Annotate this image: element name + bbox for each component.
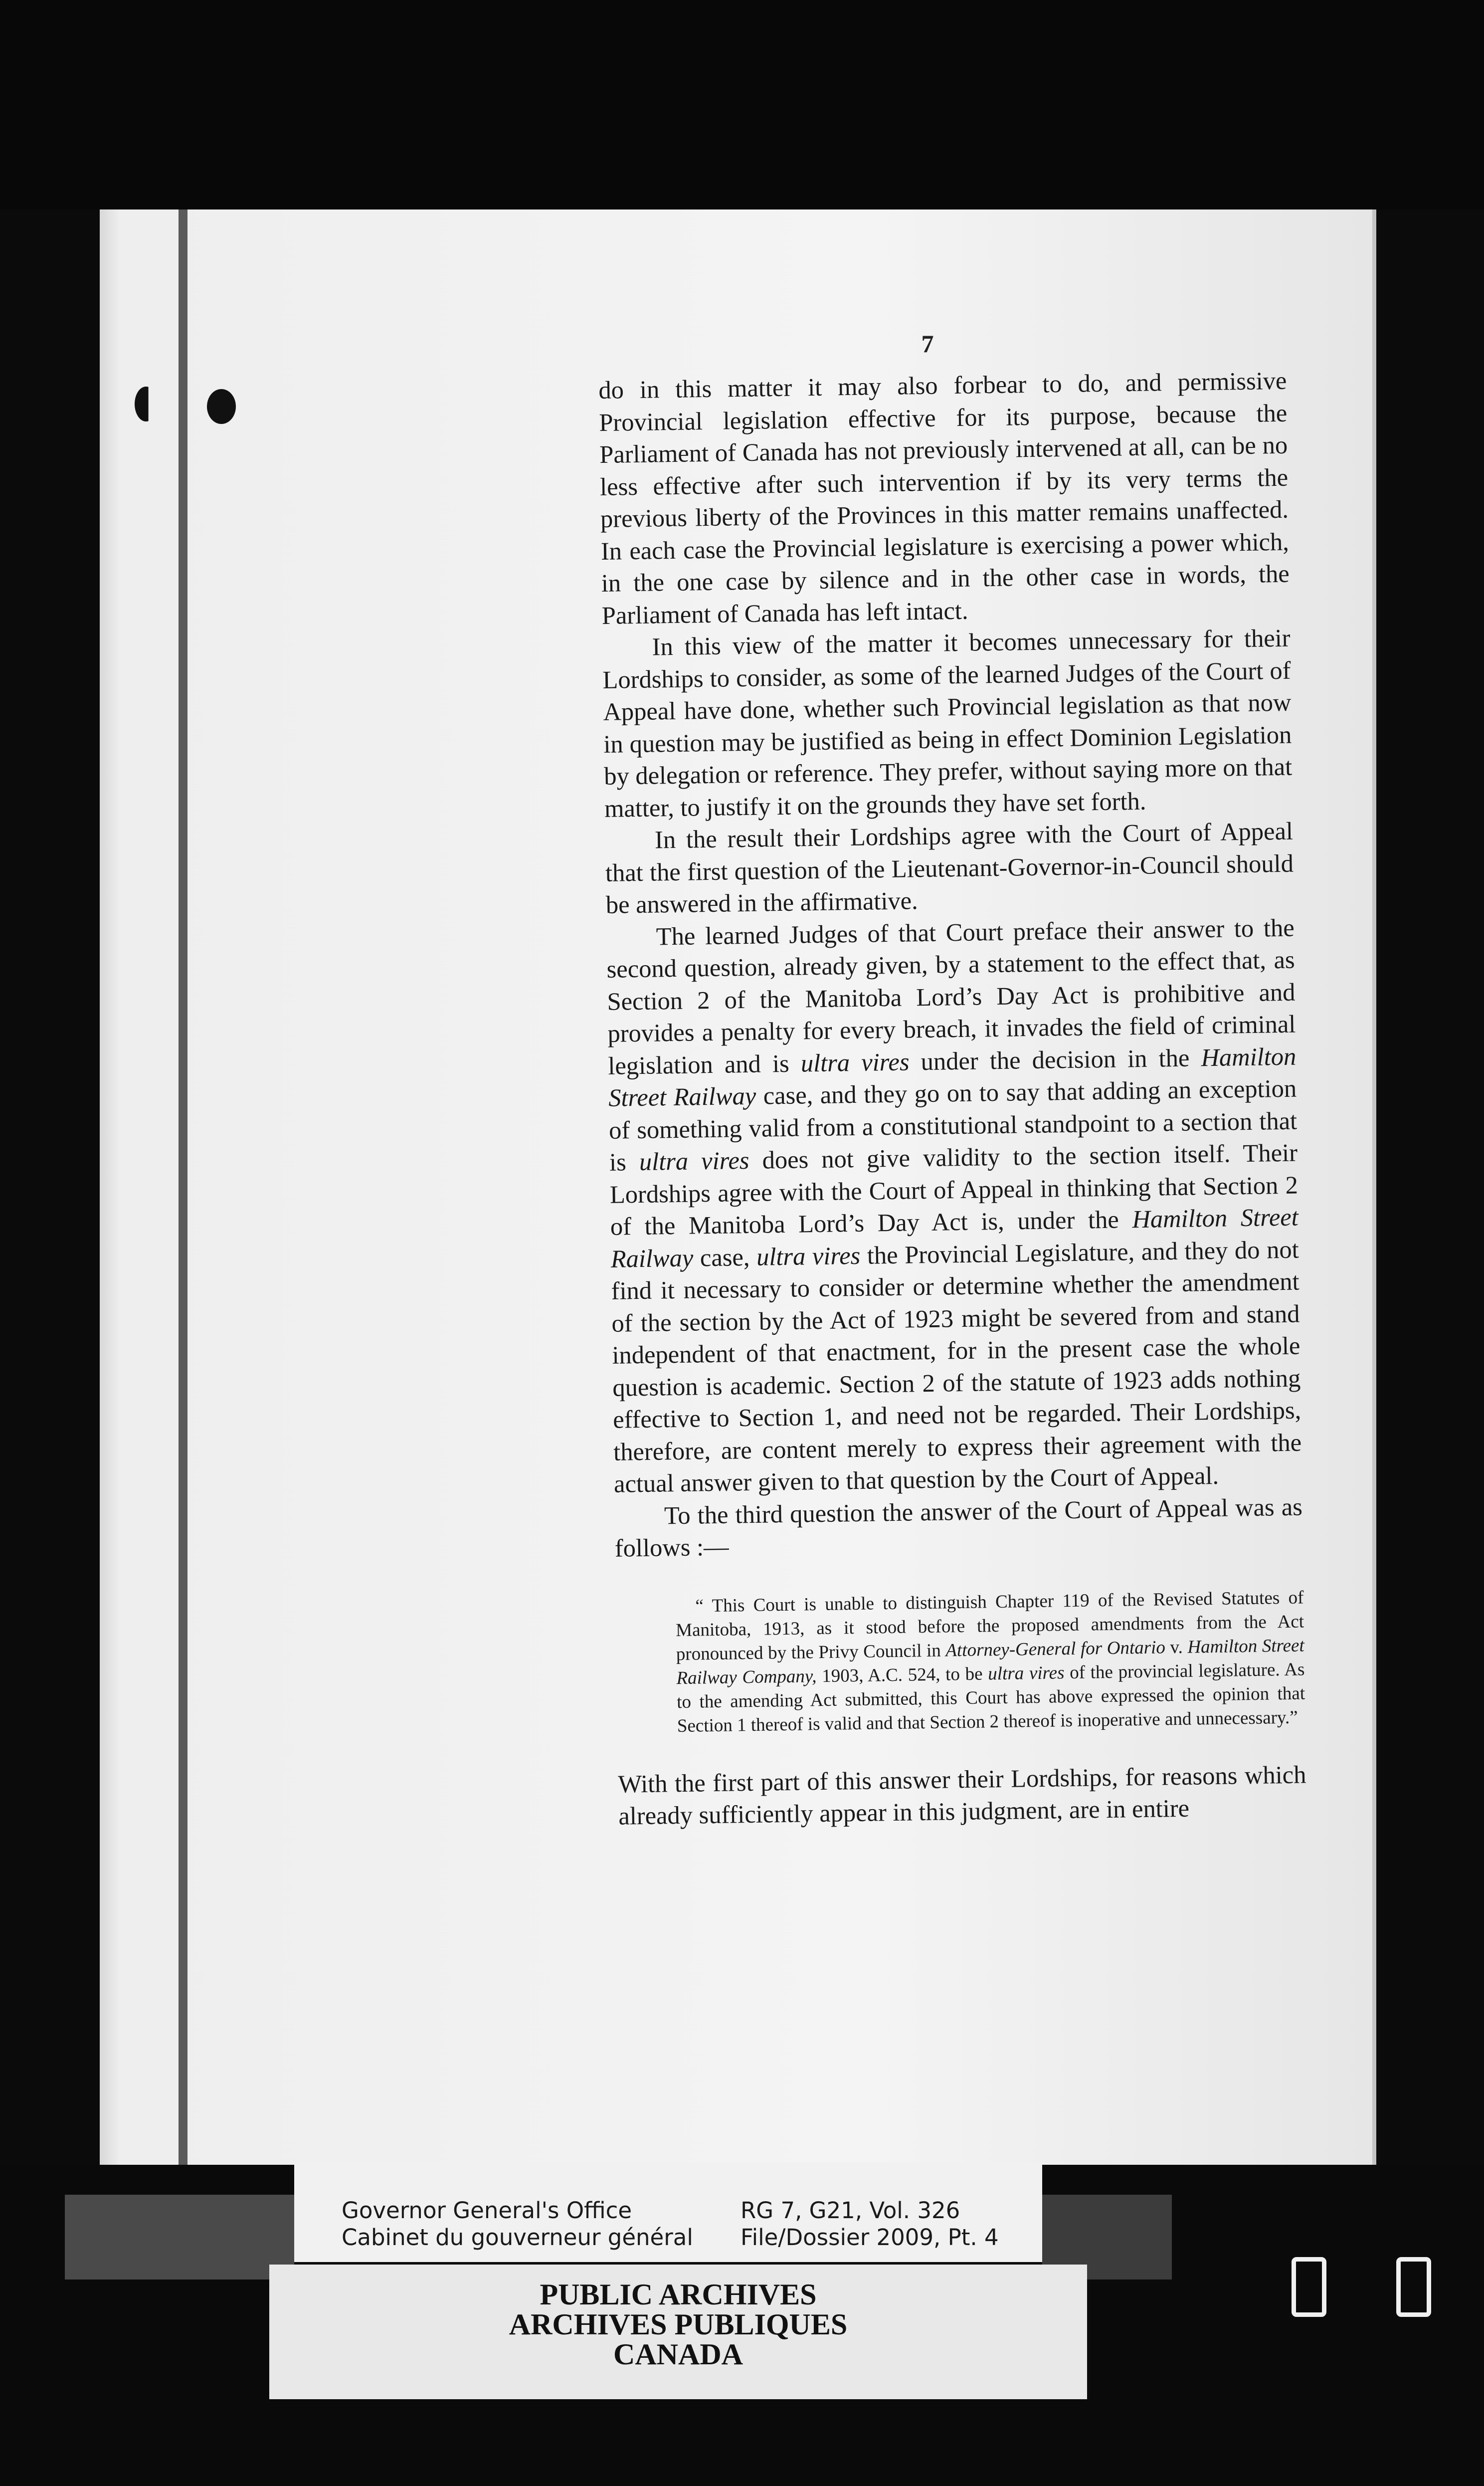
italic-text: Hamilton Street Railway <box>610 1203 1299 1273</box>
italic-text: ultra vires <box>800 1047 910 1077</box>
body-text <box>598 365 1307 1832</box>
text-run: under the decision in the <box>909 1043 1201 1075</box>
archive-reference-label <box>294 2162 1042 2262</box>
paragraph: To the third question the answer of the Court of Appeal was as follows :— <box>614 1492 1303 1562</box>
punch-hole-icon <box>207 389 236 424</box>
text-run: case, and they go on to say that adding an exception of something valid from a constitutional standpoint to a section that is <box>608 1074 1298 1176</box>
volume-reference: RG 7, G21, Vol. 326 <box>741 2197 960 2224</box>
italic-text: Hamilton Street Railway <box>608 1042 1297 1112</box>
document-page <box>100 209 1376 2165</box>
paragraph: With the first part of this answer their Lordships, for reasons which already sufficiently appear in this judgment, are in entire <box>618 1760 1306 1830</box>
block-quote <box>675 1586 1305 1738</box>
office-names <box>342 2197 693 2251</box>
italic-text: ultra vires <box>987 1662 1065 1684</box>
italic-text: ultra vires <box>639 1146 749 1176</box>
text-run: “ This Court is unable to distinguish Chapter 119 of the Revised Statutes of Manitoba, 1913, as it stood before the proposed amendments from the Act pronounced by the Privy Council in <box>675 1587 1304 1664</box>
text-run: the Provincial Legislature, and they do not find it necessary to consider or determine whether the amendment of the section by the Act of 1923 might be severed from and stand independent of that enactment, for in the present case the whole question is academic. Section 2 of the statute of 1923 adds nothing effective to Section 1, and need not be regarded. Their Lordships, therefore, are content merely to express their agreement with the actual answer given to that question by the Court of Appeal. <box>611 1235 1302 1498</box>
punch-hole-icon <box>135 387 158 421</box>
file-reference <box>741 2197 999 2251</box>
archives-line: PUBLIC ARCHIVES <box>540 2278 817 2311</box>
frame-counter-digit <box>1292 2257 1326 2317</box>
film-border-top <box>0 0 1484 209</box>
archives-line: CANADA <box>613 2338 743 2371</box>
archives-line: ARCHIVES PUBLIQUES <box>509 2308 848 2341</box>
italic-text: ultra vires <box>756 1241 861 1271</box>
text-run: 1903, A.C. 524, to be <box>816 1663 988 1686</box>
office-name-en: Governor General's Office <box>342 2197 632 2224</box>
paragraph: In this view of the matter it becomes unnecessary for their Lordships to consider, as some of the learned Judges of the Court of Appeal have done, whether such Provincial legislation as that now in question may be justified as being in effect Dominion Legislation by delegation or reference. They prefer, without saying more on that matter, to justify it on the grounds they have set forth. <box>602 623 1293 823</box>
frame-counter-digit <box>1396 2257 1431 2317</box>
film-patch <box>65 2195 294 2279</box>
text-run: v. <box>1165 1637 1188 1657</box>
office-name-fr: Cabinet du gouverneur général <box>342 2224 693 2251</box>
italic-text: Hamilton Street Railway Company, <box>676 1635 1304 1688</box>
text-run: does not give validity to the section itself. Their Lordships agree with the Court of Appeal in thinking that Section 2 of the Manitoba Lord’s Day Act is, under the <box>609 1138 1298 1241</box>
archives-stamp <box>269 2265 1087 2399</box>
page-number: 7 <box>921 330 934 358</box>
text-run: The learned Judges of that Court preface their answer to the second question, already given, by a statement to the effect that, as Section 2 of the Manitoba Lord’s Day Act is prohibitive and provides a penalty for every breach, it invades the field of criminal legislation and is <box>606 913 1296 1080</box>
binding-margin-line <box>179 209 187 2165</box>
italic-text: Attorney-General for Ontario <box>945 1637 1166 1661</box>
paragraph <box>606 911 1302 1500</box>
paragraph: do in this matter it may also forbear to do, and permissive Provincial legislation effective for its purpose, because the Parliament of Canada has not previously intervened at all, can be no less effective after such intervention if by its very terms the previous liberty of the Provinces in this matter remains unaffected. In each case the Provincial legislature is exercising a power which, in the one case by silence and in the other case in words, the Parliament of Canada has left intact. <box>598 366 1290 629</box>
file-number: File/Dossier 2009, Pt. 4 <box>741 2224 999 2251</box>
text-run: of the provincial legislature. As to the amending Act submitted, this Court has above expressed the opinion that Section 1 thereof is valid and that Section 2 thereof is inoperative and unnecessary.” <box>676 1658 1305 1736</box>
text-run: case, <box>693 1243 757 1272</box>
paragraph: In the result their Lordships agree with the Court of Appeal that the first question of the Lieutenant-Governor-in-Council should be answered in the affirmative. <box>605 817 1294 919</box>
page-edge <box>1372 209 1376 2165</box>
